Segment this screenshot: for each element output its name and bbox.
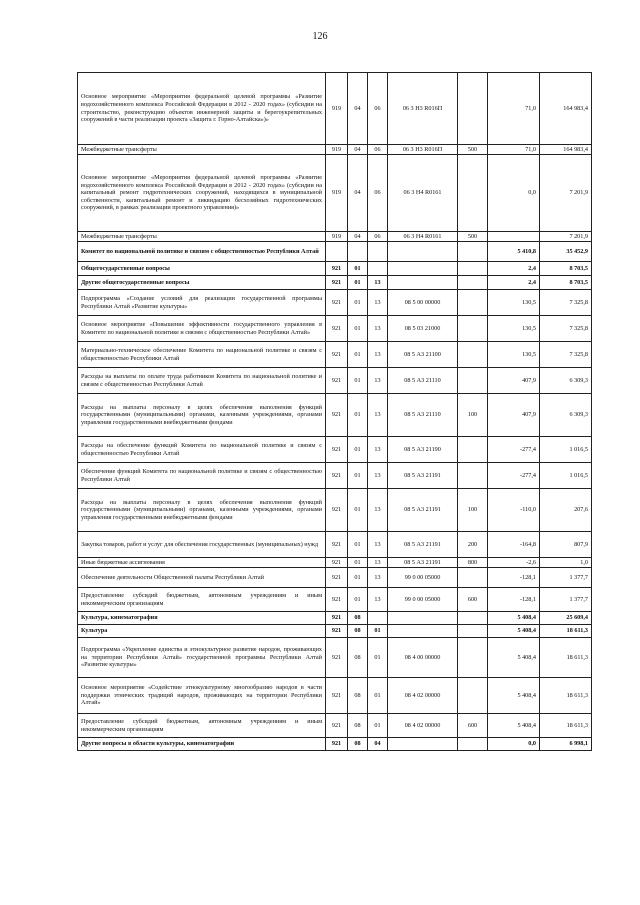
row-vr: 200 xyxy=(458,532,488,558)
table-row xyxy=(78,316,592,342)
row-ved xyxy=(326,242,348,262)
row-csr: 08 5 А3 21110 xyxy=(388,368,458,394)
row-ved: 919 xyxy=(326,155,348,232)
row-vr xyxy=(458,437,488,463)
row-name: Основное мероприятие «Мероприятия федеральной целевой программы «Развитие водохозяйственного комплекса Российской Федерации в 2012 - 2020 годах» (субсидии на строительство, реконструкцию объектов инженерной защиты и берегоукрепительных сооружений в части реализации проекта «Защита г. Горно-Алтайска»)» xyxy=(78,73,326,145)
row-pr: 13 xyxy=(368,532,388,558)
table-row xyxy=(78,276,592,290)
row-pr: 06 xyxy=(368,73,388,145)
row-ved: 921 xyxy=(326,489,348,532)
row-vr: 800 xyxy=(458,558,488,568)
row-csr: 08 5 А3 21191 xyxy=(388,489,458,532)
row-pr: 06 xyxy=(368,155,388,232)
row-rz: 08 xyxy=(348,714,368,738)
row-vr xyxy=(458,463,488,489)
row-sum-change: 0,0 xyxy=(488,155,540,232)
row-name: Предоставление субсидий бюджетным, автономным учреждениям и иным некоммерческим организациям xyxy=(78,588,326,612)
row-vr xyxy=(458,738,488,751)
table-row xyxy=(78,489,592,532)
table-row xyxy=(78,368,592,394)
row-vr xyxy=(458,625,488,638)
row-sum-change: -277,4 xyxy=(488,437,540,463)
row-rz: 04 xyxy=(348,155,368,232)
row-name: Обеспечение функций Комитета по национальной политике и связям с общественностью Республики Алтай xyxy=(78,463,326,489)
row-ved: 921 xyxy=(326,262,348,276)
row-sum-total: 7 325,8 xyxy=(540,290,592,316)
row-vr: 600 xyxy=(458,714,488,738)
row-csr: 06 3 Н3 R016П xyxy=(388,73,458,145)
row-name: Основное мероприятие «Содействие этнокультурному многообразию народов в части поддержки этнических традиций народов, проживающих на территории Республики Алтай» xyxy=(78,678,326,714)
row-ved: 921 xyxy=(326,738,348,751)
row-pr: 13 xyxy=(368,342,388,368)
row-pr: 06 xyxy=(368,145,388,155)
row-sum-total: 1 016,5 xyxy=(540,437,592,463)
row-pr xyxy=(368,242,388,262)
row-rz: 01 xyxy=(348,262,368,276)
row-sum-change: 71,0 xyxy=(488,145,540,155)
row-pr: 13 xyxy=(368,316,388,342)
row-sum-change: -164,8 xyxy=(488,532,540,558)
row-sum-total: 6 998,1 xyxy=(540,738,592,751)
row-sum-change: -110,0 xyxy=(488,489,540,532)
row-name: Другие вопросы в области культуры, кинематографии xyxy=(78,738,326,751)
row-name: Культура xyxy=(78,625,326,638)
table-row xyxy=(78,262,592,276)
row-pr: 13 xyxy=(368,276,388,290)
row-pr: 01 xyxy=(368,625,388,638)
table-row xyxy=(78,232,592,242)
row-sum-change: 2,4 xyxy=(488,276,540,290)
row-sum-change xyxy=(488,232,540,242)
row-vr xyxy=(458,368,488,394)
table-row xyxy=(78,638,592,678)
row-name: Иные бюджетные ассигнования xyxy=(78,558,326,568)
table-row xyxy=(78,532,592,558)
table-row xyxy=(78,242,592,262)
row-vr xyxy=(458,276,488,290)
row-sum-change: 407,9 xyxy=(488,368,540,394)
row-rz: 08 xyxy=(348,678,368,714)
row-rz: 01 xyxy=(348,368,368,394)
row-sum-change: 5 408,4 xyxy=(488,714,540,738)
row-csr: 08 5 03 21000 xyxy=(388,316,458,342)
row-sum-total: 1 377,7 xyxy=(540,568,592,588)
table-row xyxy=(78,145,592,155)
row-csr: 08 4 02 00000 xyxy=(388,714,458,738)
row-ved: 921 xyxy=(326,558,348,568)
row-ved: 921 xyxy=(326,316,348,342)
row-ved: 921 xyxy=(326,342,348,368)
row-rz: 08 xyxy=(348,738,368,751)
row-name: Расходы на выплаты персоналу в целях обеспечения выполнения функций государственными (муниципальными) органами, казенными учреждениями, органами управления государственными внебюджетными фондами xyxy=(78,489,326,532)
row-vr: 500 xyxy=(458,145,488,155)
row-ved: 921 xyxy=(326,532,348,558)
row-pr: 13 xyxy=(368,437,388,463)
row-pr xyxy=(368,612,388,625)
row-vr xyxy=(458,262,488,276)
row-name: Расходы на обеспечение функций Комитета по национальной политике и связям с общественностью Республики Алтай xyxy=(78,437,326,463)
row-ved: 919 xyxy=(326,73,348,145)
row-csr: 06 3 Н4 R0161 xyxy=(388,232,458,242)
row-sum-total: 1,0 xyxy=(540,558,592,568)
row-sum-change: 5 408,4 xyxy=(488,612,540,625)
row-sum-total: 6 309,3 xyxy=(540,394,592,437)
row-name: Межбюджетные трансферты xyxy=(78,145,326,155)
row-csr: 08 5 А3 21191 xyxy=(388,558,458,568)
row-vr xyxy=(458,73,488,145)
row-sum-change: 407,9 xyxy=(488,394,540,437)
row-name: Подпрограмма «Укрепление единства и этнокультурное развитие народов, проживающих на территории Республики Алтай» государственной программы Республики Алтай «Развитие культуры» xyxy=(78,638,326,678)
row-vr xyxy=(458,155,488,232)
row-pr: 13 xyxy=(368,489,388,532)
row-vr: 100 xyxy=(458,489,488,532)
row-name: Другие общегосударственные вопросы xyxy=(78,276,326,290)
row-pr: 06 xyxy=(368,232,388,242)
row-rz: 04 xyxy=(348,232,368,242)
row-name: Общегосударственные вопросы xyxy=(78,262,326,276)
row-ved: 921 xyxy=(326,714,348,738)
row-pr: 01 xyxy=(368,638,388,678)
row-pr: 04 xyxy=(368,738,388,751)
row-rz: 01 xyxy=(348,463,368,489)
table-row xyxy=(78,437,592,463)
row-rz: 08 xyxy=(348,638,368,678)
row-ved: 921 xyxy=(326,290,348,316)
row-vr xyxy=(458,242,488,262)
row-vr: 100 xyxy=(458,394,488,437)
row-pr: 13 xyxy=(368,588,388,612)
row-name: Основное мероприятие «Мероприятия федеральной целевой программы «Развитие водохозяйственного комплекса Российской Федерации в 2012 - 2020 годах» (субсидии на капитальный ремонт гидротехнических сооружений, находящихся в муниципальной собственности, капитальный ремонт и ликвидацию бесхозяйных гидротехнических сооружений, в рамках реализации проектного управления)» xyxy=(78,155,326,232)
row-name: Обеспечение деятельности Общественной палаты Республики Алтай xyxy=(78,568,326,588)
row-sum-total: 7 325,8 xyxy=(540,342,592,368)
row-sum-change: 71,0 xyxy=(488,73,540,145)
row-vr xyxy=(458,316,488,342)
row-sum-total: 164 983,4 xyxy=(540,145,592,155)
row-rz: 01 xyxy=(348,489,368,532)
budget-table-body xyxy=(78,73,592,751)
row-name: Культура, кинематография xyxy=(78,612,326,625)
row-rz: 01 xyxy=(348,342,368,368)
row-csr xyxy=(388,242,458,262)
row-ved: 919 xyxy=(326,232,348,242)
row-csr xyxy=(388,276,458,290)
row-csr: 06 3 Н4 R0161 xyxy=(388,155,458,232)
row-csr: 08 5 А3 21100 xyxy=(388,342,458,368)
row-sum-total: 7 325,8 xyxy=(540,316,592,342)
row-sum-change: -128,1 xyxy=(488,588,540,612)
table-row xyxy=(78,568,592,588)
row-sum-change: -128,1 xyxy=(488,568,540,588)
row-rz: 04 xyxy=(348,73,368,145)
row-pr: 13 xyxy=(368,290,388,316)
row-sum-change: -277,4 xyxy=(488,463,540,489)
row-ved: 921 xyxy=(326,437,348,463)
row-sum-total: 8 703,5 xyxy=(540,262,592,276)
table-row xyxy=(78,463,592,489)
row-sum-change: 5 408,4 xyxy=(488,678,540,714)
table-row xyxy=(78,73,592,145)
row-csr: 06 3 Н3 R016П xyxy=(388,145,458,155)
row-sum-change: 130,5 xyxy=(488,316,540,342)
row-ved: 921 xyxy=(326,368,348,394)
row-csr xyxy=(388,612,458,625)
row-rz xyxy=(348,242,368,262)
row-rz: 04 xyxy=(348,145,368,155)
table-row xyxy=(78,290,592,316)
row-sum-total: 207,6 xyxy=(540,489,592,532)
row-sum-total: 6 309,3 xyxy=(540,368,592,394)
row-name: Расходы на выплаты по оплате труда работников Комитета по национальной политике и связям с общественностью Республики Алтай xyxy=(78,368,326,394)
row-ved: 921 xyxy=(326,678,348,714)
row-rz: 01 xyxy=(348,290,368,316)
row-sum-change: 130,5 xyxy=(488,342,540,368)
row-csr: 08 4 00 00000 xyxy=(388,638,458,678)
row-vr xyxy=(458,568,488,588)
row-sum-total: 1 377,7 xyxy=(540,588,592,612)
row-sum-total: 25 609,4 xyxy=(540,612,592,625)
row-sum-total: 8 703,5 xyxy=(540,276,592,290)
row-csr xyxy=(388,262,458,276)
row-rz: 01 xyxy=(348,532,368,558)
row-csr xyxy=(388,625,458,638)
table-row xyxy=(78,558,592,568)
row-pr: 13 xyxy=(368,394,388,437)
row-ved: 921 xyxy=(326,588,348,612)
row-vr: 500 xyxy=(458,232,488,242)
table-row xyxy=(78,714,592,738)
table-row xyxy=(78,738,592,751)
row-name: Подпрограмма «Создание условий для реализации государственной программы Республики Алтай «Развитие культуры» xyxy=(78,290,326,316)
row-name: Межбюджетные трансферты xyxy=(78,232,326,242)
row-name: Комитет по национальной политике и связям с общественностью Республики Алтай xyxy=(78,242,326,262)
row-sum-change: 0,0 xyxy=(488,738,540,751)
row-ved: 919 xyxy=(326,145,348,155)
row-csr: 08 5 А3 21191 xyxy=(388,532,458,558)
row-name: Расходы на выплаты персоналу в целях обеспечения выполнения функций государственными (муниципальными) органами, казенными учреждениями, органами управления государственными внебюджетными фондами xyxy=(78,394,326,437)
row-sum-total: 18 611,3 xyxy=(540,714,592,738)
table-row xyxy=(78,394,592,437)
row-csr: 99 0 00 05000 xyxy=(388,588,458,612)
row-csr: 99 0 00 05000 xyxy=(388,568,458,588)
row-name: Закупка товаров, работ и услуг для обеспечения государственных (муниципальных) нужд xyxy=(78,532,326,558)
row-csr: 08 5 А3 21191 xyxy=(388,463,458,489)
row-csr: 08 4 02 00000 xyxy=(388,678,458,714)
table-row xyxy=(78,588,592,612)
row-ved: 921 xyxy=(326,625,348,638)
budget-table xyxy=(77,72,592,751)
row-vr xyxy=(458,290,488,316)
row-ved: 921 xyxy=(326,612,348,625)
row-vr xyxy=(458,612,488,625)
row-pr: 01 xyxy=(368,714,388,738)
row-name: Основное мероприятие «Повышение эффективности государственного управления в Комитете по национальной политике и связям с общественностью Республики Алтай» xyxy=(78,316,326,342)
row-vr xyxy=(458,678,488,714)
row-csr: 08 5 00 00000 xyxy=(388,290,458,316)
row-pr: 13 xyxy=(368,463,388,489)
table-row xyxy=(78,612,592,625)
row-rz: 01 xyxy=(348,588,368,612)
row-rz: 01 xyxy=(348,276,368,290)
row-sum-total: 18 611,3 xyxy=(540,638,592,678)
row-sum-change: 5 408,4 xyxy=(488,625,540,638)
row-ved: 921 xyxy=(326,463,348,489)
row-rz: 01 xyxy=(348,316,368,342)
row-ved: 921 xyxy=(326,394,348,437)
row-name: Предоставление субсидий бюджетным, автономным учреждениям и иным некоммерческим организациям xyxy=(78,714,326,738)
row-pr xyxy=(368,262,388,276)
row-csr: 08 5 А3 21110 xyxy=(388,394,458,437)
row-sum-total: 7 201,9 xyxy=(540,155,592,232)
row-name: Материально-техническое обеспечение Комитета по национальной политике и связям с общественностью Республики Алтай xyxy=(78,342,326,368)
row-vr: 600 xyxy=(458,588,488,612)
row-ved: 921 xyxy=(326,568,348,588)
row-rz: 01 xyxy=(348,568,368,588)
row-rz: 01 xyxy=(348,394,368,437)
row-csr xyxy=(388,738,458,751)
row-rz: 08 xyxy=(348,625,368,638)
row-pr: 01 xyxy=(368,678,388,714)
row-ved: 921 xyxy=(326,638,348,678)
row-vr xyxy=(458,342,488,368)
row-sum-change: -2,6 xyxy=(488,558,540,568)
row-pr: 13 xyxy=(368,368,388,394)
row-sum-change: 2,4 xyxy=(488,262,540,276)
row-rz: 01 xyxy=(348,437,368,463)
table-row xyxy=(78,678,592,714)
row-sum-total: 35 452,9 xyxy=(540,242,592,262)
row-vr xyxy=(458,638,488,678)
row-sum-total: 18 611,3 xyxy=(540,625,592,638)
row-sum-change: 5 408,4 xyxy=(488,638,540,678)
table-row xyxy=(78,155,592,232)
row-csr: 08 5 А3 21190 xyxy=(388,437,458,463)
table-row xyxy=(78,625,592,638)
row-rz: 01 xyxy=(348,558,368,568)
table-row xyxy=(78,342,592,368)
row-sum-total: 1 016,5 xyxy=(540,463,592,489)
row-pr: 13 xyxy=(368,568,388,588)
row-pr: 13 xyxy=(368,558,388,568)
row-sum-total: 18 611,3 xyxy=(540,678,592,714)
page-number: 126 xyxy=(312,31,328,42)
row-sum-total: 164 983,4 xyxy=(540,73,592,145)
row-ved: 921 xyxy=(326,276,348,290)
row-rz: 08 xyxy=(348,612,368,625)
row-sum-change: 130,5 xyxy=(488,290,540,316)
row-sum-change: 5 410,8 xyxy=(488,242,540,262)
row-sum-total: 807,9 xyxy=(540,532,592,558)
row-sum-total: 7 201,9 xyxy=(540,232,592,242)
